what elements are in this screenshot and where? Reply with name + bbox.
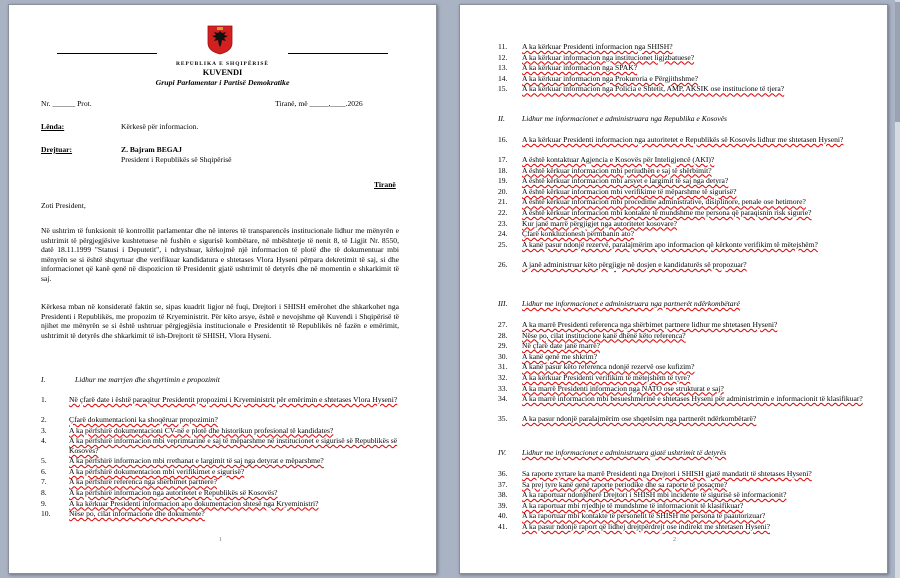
question-number: 6. [41, 466, 47, 476]
question-text: A ka kërkuar informacion nga institucionet ligjzbatuese? [522, 52, 695, 62]
question-text: A ka kërkuar informacion nga Prokuroria e Përgjithshme? [522, 73, 698, 83]
albanian-coat-of-arms-icon [207, 25, 233, 55]
question-text: A ka pasur ndonjë paralajmërim ose shqetësim nga partnerët ndërkombëtarë? [522, 414, 757, 424]
question-text: Çfarë dokumentacioni ka shoqëruar propozimin? [69, 415, 218, 424]
question-number: 36. [498, 469, 508, 478]
question-number: 20. [498, 186, 508, 196]
section-4-title: Lidhur me informacionet e administruara gjatë ushtrimit të detyrës [522, 448, 727, 457]
question-text: A kanë qenë me shkrim? [522, 351, 598, 361]
question-text: A ka kërkuar informacion nga Policia e Shtetit, AMP, AKSIK ose institucione të tjera? [522, 84, 785, 94]
question-text: A ka marrë informacion mbi besueshmërinë e shtetases Hyseni për administrimin e informacionit të klasifikuar? [522, 394, 863, 404]
question-number: 19. [498, 176, 508, 186]
question-number: 41. [498, 522, 508, 531]
question-number: 13. [498, 63, 508, 73]
document-date: Tiranë, më _____,____.2026 [275, 99, 363, 108]
question-text: A ka pasur ndonjë raport që lidhej drejtpërdrejt ose indirekt me shtetasen Hyseni? [522, 522, 770, 531]
addressee-label: Drejtuar: [41, 145, 73, 154]
question-text: A ka përfshirë dokumentacion mbi verifikimet e sigurisë? [69, 466, 245, 476]
question-text: A është kërkuar informacion mbi kontakte të mundshme me persona që paraqisnin risk sigurie? [522, 208, 812, 217]
section-3-title: Lidhur me informacionet e administruara nga partnerët ndërkombëtarë [522, 299, 740, 308]
question-text: A ka kërkuar Presidenti informacion apo dokumentacion shtesë nga Kryeministri? [69, 498, 319, 508]
question-text: A ka kërkuar Presidenti informacion nga autoritetet e Republikës së Kosovës lidhur me shtetasen Hyseni? [522, 135, 844, 144]
question-number: 2. [41, 415, 47, 424]
addressee-name: Z. Bajram BEGAJ [121, 145, 182, 154]
question-number: 31. [498, 362, 508, 372]
question-text: Sa prej tyre kanë qenë raporte periodike dhe sa raporte të posaçme? [522, 479, 728, 489]
question-text: A ka përfshirë informacion mbi veprimtarinë e saj të mëparshme në institucionet e sigurisë së Republikës së Kosovës? [69, 436, 398, 455]
question-text: A ka kërkuar Presidenti informacion nga SHISH? [522, 42, 673, 51]
question-number: 27. [498, 320, 508, 329]
subject-text: Kërkesë për informacion. [121, 122, 199, 131]
protocol-number: Nr. ______ Prot. [41, 99, 92, 108]
question-number: 18. [498, 165, 508, 175]
vertical-scrollbar[interactable] [895, 0, 900, 578]
section-1-title: Lidhur me marrjen dhe shqyrtimin e propozimit [75, 375, 220, 384]
question-text: A ka përfshirë informacion nga autoritetet e Republikës së Kosovës? [69, 488, 278, 497]
question-number: 25. [498, 239, 508, 249]
question-number: 24. [498, 229, 508, 239]
subject-label: Lënda: [41, 122, 65, 131]
question-text: A kanë pasur këto referenca ndonjë rezervë ose kufizim? [522, 362, 695, 372]
question-number: 26. [498, 259, 508, 269]
question-number: 7. [41, 477, 47, 487]
section-2-number: II. [498, 114, 505, 123]
question-text: A ka raportuar mbi rrjedhje të mundshme të informacionit të klasifikuar? [522, 500, 744, 510]
question-number: 4. [41, 436, 47, 446]
question-text: A ka marrë Presidenti referenca nga shërbimet partnere lidhur me shtetasen Hyseni? [522, 320, 778, 329]
question-number: 12. [498, 52, 508, 62]
question-number: 32. [498, 373, 508, 382]
question-number: 3. [41, 425, 47, 435]
question-text: Nëse po, cilat informacione dhe dokumente? [69, 509, 205, 519]
page-number-1: 1 [219, 537, 222, 543]
salutation: Zoti President, [41, 201, 86, 210]
section-4-number: IV. [498, 448, 507, 457]
question-number: 39. [498, 500, 508, 510]
question-number: 29. [498, 341, 508, 351]
question-number: 1. [41, 395, 47, 404]
question-text: A ka marrë Presidenti informacion nga NATO ose strukturat e saj? [522, 383, 724, 393]
question-text: A është kërkuar informacion mbi periudhën e saj të shërbimit? [522, 165, 712, 175]
header-rule-right [288, 53, 388, 54]
question-number: 8. [41, 488, 47, 497]
header-rule-left [57, 53, 157, 54]
question-number: 15. [498, 84, 508, 94]
question-text: A ka përfshirë informacion mbi rrethanat e largimit të saj nga detyrat e mëparshme? [69, 456, 324, 466]
question-text: A është kërkuar informacion mbi verifikime të mëparshme të sigurisë? [522, 186, 737, 196]
question-number: 9. [41, 498, 47, 508]
question-text: A është kërkuar informacion mbi procedime administrative, disiplinore, penale ose hetimore? [522, 197, 806, 207]
addressee-title: President i Republikës së Shqipërisë [121, 155, 232, 164]
section-3-number: III. [498, 299, 508, 308]
question-text: A ka përfshirë dokumentacioni CV-në e plotë dhe historikun profesional të kandidates? [69, 425, 334, 435]
question-text: A kanë pasur ndonjë rezervë, paralajmërim apo informacion që kërkonte verifikim të mëtejshëm? [522, 239, 818, 249]
question-number: 21. [498, 197, 508, 207]
context-paragraph: Kërkesa mban në konsideratë faktin se, sipas kuadrit ligjor në fuqi, Drejtori i SHISH emërohet dhe shkarkohet nga Presidenti i Republikës, me propozim të Kryeministrit. Për këto arsye, është e nevojshme që Kuvendi i Shqipërisë të njihet me mënyrën se si është ushtruar përgjegjësia institucionale e Presidentit të Republikës në fazën e emërimit, ushtrimit të detyrës dhe shkarkimit të ish-Drejtorit të SHISH, Vlora Hyseni. [41, 302, 399, 340]
question-text: A ka raportuar ndonjëherë Drejtori i SHISH mbi incidente të sigurisë së informacionit? [522, 490, 787, 500]
place-label: Tiranë [374, 180, 396, 189]
question-text: A ka përfshirë referenca nga shërbimet partnere? [69, 477, 217, 487]
question-text: Nëse po, cilat institucione kanë dhënë këto referenca? [522, 330, 686, 340]
question-number: 23. [498, 218, 508, 228]
question-text: Në çfarë date i është paraqitur Presidentit propozimi i Kryeministrit për emërimin e shtetases Vlora Hyseni? [69, 395, 398, 404]
question-text: A është kërkuar informacion mbi arsyet e largimit të saj nga detyra? [522, 176, 729, 186]
question-number: 14. [498, 73, 508, 83]
page-number-2: 2 [673, 537, 676, 543]
intro-paragraph: Në ushtrim të funksionit të kontrollit parlamentar dhe në interes të transparencës institucionale lidhur me mënyrën e ushtrimit të përgjegjësive kushtetuese në fushën e sigurisë kombëtare, në mbështetje të nenit 8, të Ligjit Nr. 8550, datë 18.11.1999 "Statusi i Deputetit", i ndryshuar, kërkojmë një informacion të plotë dhe të dokumentuar mbi mënyrën se si është shqyrtuar dhe verifikuar kandidatura e shtetases Vlora Hyseni përpara dekretimit të saj, si dhe informacionet që kanë qenë në dispozicion të Presidentit gjatë ushtrimit të detyrës dhe në momentin e shkarkimit të saj. [41, 226, 399, 283]
question-number: 22. [498, 208, 508, 217]
question-text: A ka kërkuar Presidenti verifikim të mëtejshëm të tyre? [522, 373, 691, 382]
question-text: Sa raporte zyrtare ka marrë Presidenti nga Drejtori i SHISH gjatë mandatit të shtetases Hyseni? [522, 469, 812, 478]
question-number: 33. [498, 383, 508, 393]
question-number: 10. [41, 509, 51, 519]
question-text: A janë administruar këto përgjigje në dosjen e kandidaturës së propozuar? [522, 259, 747, 269]
question-number: 37. [498, 479, 508, 489]
question-number: 5. [41, 456, 47, 466]
section-2-title: Lidhur me informacionet e administruara nga Republika e Kosovës [522, 114, 728, 123]
question-text: A është kontaktuar Agjencia e Kosovës për Inteligjencë (AKI)? [522, 155, 715, 164]
group-heading: Grupi Parlamentar i Partisë Demokratike [155, 78, 290, 87]
question-number: 30. [498, 351, 508, 361]
republic-heading: REPUBLIKA E SHQIPËRISË [176, 61, 269, 67]
question-number: 40. [498, 511, 508, 521]
parliament-heading: KUVENDI [202, 68, 243, 77]
question-number: 28. [498, 330, 508, 340]
question-text: Çfarë konkluzionesh përmbanin ato? [522, 229, 634, 239]
question-text: A ka kërkuar informacion nga SPAK? [522, 63, 638, 73]
question-text: A ka raportuar mbi kontakte të personelit të SHISH me persona të paautorizuar? [522, 511, 766, 521]
question-number: 17. [498, 155, 508, 164]
question-number: 35. [498, 414, 508, 424]
section-1-number: I. [41, 375, 46, 384]
question-number: 11. [498, 42, 508, 51]
question-text: Kur janë marrë përgjigjet nga autoritetet kosovare? [522, 218, 678, 228]
question-number: 34. [498, 394, 508, 404]
document-page-2 [459, 4, 888, 574]
scrollbar-thumb[interactable] [895, 2, 900, 122]
question-text: Në çfarë date janë marrë? [522, 341, 600, 351]
question-number: 38. [498, 490, 508, 500]
document-page-1 [8, 4, 437, 574]
question-number: 16. [498, 135, 508, 144]
